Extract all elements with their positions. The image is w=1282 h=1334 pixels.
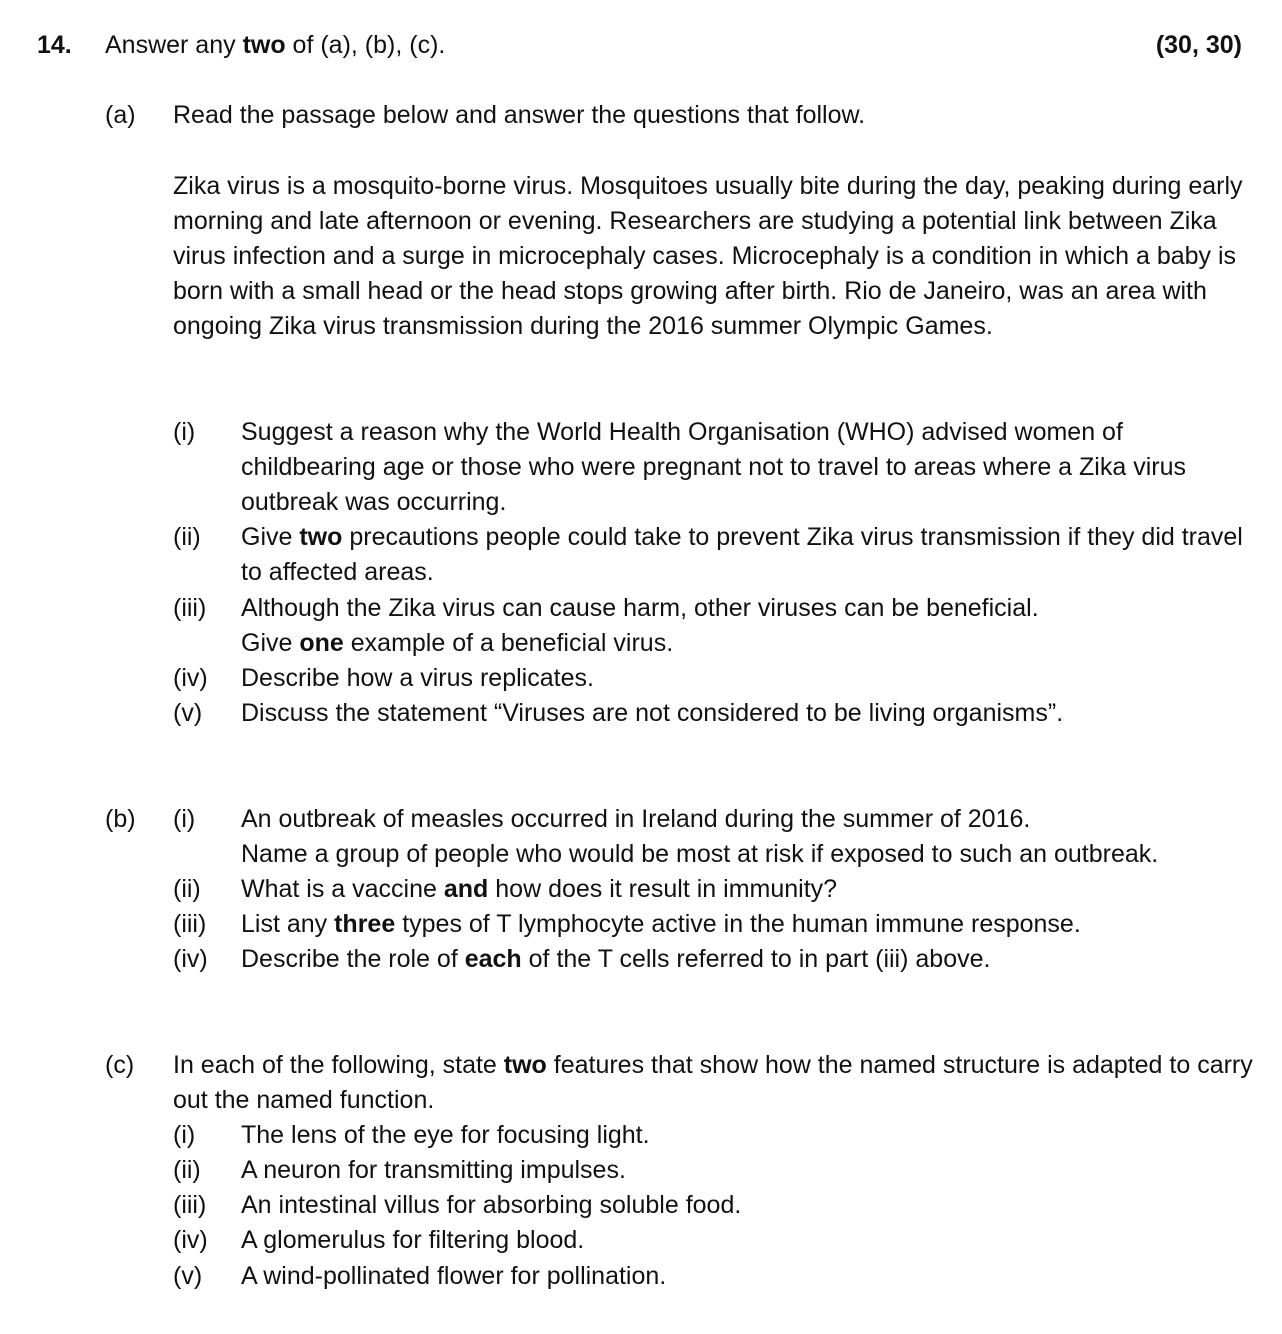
question-numeral: (i)	[173, 1121, 196, 1149]
part-a-passage: Zika virus is a mosquito-borne virus. Mosquitoes usually bite during the day, peaking during early morning and late afternoon or evening. Researchers are studying a potential link between Zika virus infection and a surge in microcephaly cases. Microcephaly is a condition in which a baby is born with a small head or the head stops growing after birth. Rio de Janeiro, was an area with ongoing Zika virus transmission during the 2016 summer Olympic Games.	[173, 172, 1243, 340]
question-text: A neuron for transmitting impulses.	[241, 1156, 626, 1184]
question-numeral: (v)	[173, 699, 203, 727]
question-text: A wind-pollinated flower for pollination.	[241, 1262, 667, 1290]
question-text: Describe how a virus replicates.	[241, 664, 594, 692]
question-text: Suggest a reason why the World Health Organisation (WHO) advised women of childbearing age or those who were pregnant not to travel to areas where a Zika virus outbreak was occurring.	[241, 418, 1186, 516]
question-text: Discuss the statement “Viruses are not considered to be living organisms”.	[241, 699, 1064, 727]
part-b-label: (b)	[105, 805, 136, 833]
question-numeral: (i)	[173, 805, 196, 833]
part-a-intro: Read the passage below and answer the questions that follow.	[173, 101, 866, 129]
question-numeral: (v)	[173, 1262, 203, 1290]
question-text: List any three types of T lymphocyte active in the human immune response.	[241, 910, 1081, 938]
question-text: An outbreak of measles occurred in Ireland during the summer of 2016. Name a group of people who would be most at risk if exposed to such an outbreak.	[241, 805, 1159, 868]
question-number: 14.	[37, 31, 72, 59]
part-c-intro: In each of the following, state two features that show how the named structure is adapted to carry out the named function.	[173, 1051, 1253, 1114]
question-text: A glomerulus for filtering blood.	[241, 1226, 585, 1254]
question-text: Describe the role of each of the T cells referred to in part (iii) above.	[241, 945, 991, 973]
question-text: The lens of the eye for focusing light.	[241, 1121, 650, 1149]
question-numeral: (ii)	[173, 523, 201, 551]
question-text: What is a vaccine and how does it result in immunity?	[241, 875, 838, 903]
question-text: Although the Zika virus can cause harm, other viruses can be beneficial. Give one example of a beneficial virus.	[241, 594, 1039, 657]
question-numeral: (ii)	[173, 875, 201, 903]
question-instruction: Answer any two of (a), (b), (c).	[105, 31, 446, 59]
question-numeral: (iv)	[173, 945, 208, 973]
question-numeral: (i)	[173, 418, 196, 446]
question-numeral: (iii)	[173, 1191, 207, 1219]
question-text: An intestinal villus for absorbing soluble food.	[241, 1191, 742, 1219]
question-numeral: (iv)	[173, 1226, 208, 1254]
part-a-label: (a)	[105, 101, 136, 129]
question-text: Give two precautions people could take to prevent Zika virus transmission if they did travel to affected areas.	[241, 523, 1243, 586]
question-numeral: (iii)	[173, 594, 207, 622]
question-numeral: (iv)	[173, 664, 208, 692]
question-numeral: (ii)	[173, 1156, 201, 1184]
part-c-label: (c)	[105, 1051, 135, 1079]
marks-allocation: (30, 30)	[1155, 31, 1242, 59]
question-numeral: (iii)	[173, 910, 207, 938]
